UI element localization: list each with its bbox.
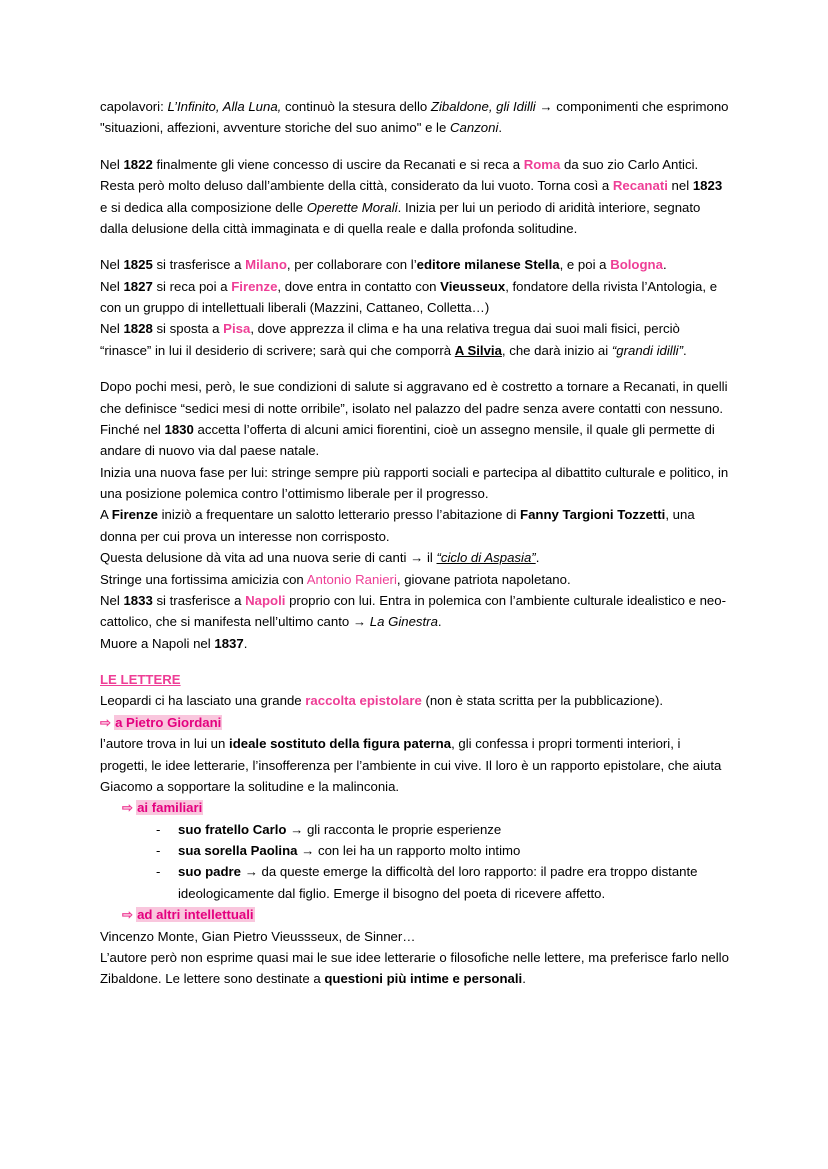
arrow-icon: ⇨	[100, 714, 112, 730]
paragraph-antonio-ranieri	[100, 569, 730, 590]
person-vieusseux: Vieusseux	[440, 278, 506, 294]
text-run: .	[522, 971, 526, 987]
text-run: , per collaborare con l’	[286, 257, 417, 273]
text-run-italic: Canzoni	[450, 120, 499, 136]
ciclo-di-aspasia: “ciclo di Aspasia”	[436, 550, 536, 566]
text-run: si trasferisce a	[152, 257, 246, 273]
text-run: proprio con lui. Entra in polemica con l’ambiente culturale idealistico e neo-cattolico, che si manifesta nell’ultimo canto →	[100, 592, 726, 630]
paragraph-1827-firenze	[100, 276, 730, 319]
text-run: , dove entra in contatto con	[277, 278, 441, 294]
place-roma: Roma	[523, 156, 561, 172]
work-operette-morali: Operette Morali	[306, 199, 398, 215]
familiari-sublist	[100, 819, 730, 905]
text-run: Nel	[100, 278, 124, 294]
list-item	[156, 819, 730, 840]
fratello-carlo: suo fratello Carlo	[178, 821, 287, 837]
sorella-paolina: sua sorella Paolina	[178, 843, 298, 858]
list-item-intellettuali-label	[100, 904, 730, 925]
text-run: e si dedica alla composizione delle	[100, 199, 307, 215]
text-run: , una donna per cui prova un interesse non corrisposto.	[100, 507, 695, 544]
text-run: A	[100, 507, 112, 523]
text-run: → gli racconta le proprie esperienze	[286, 821, 502, 837]
place-recanati: Recanati	[612, 178, 668, 194]
list-item-giordani-label	[100, 712, 730, 733]
place-firenze: Firenze	[231, 278, 278, 294]
section-intro	[100, 690, 730, 711]
text-run: Stringe una fortissima amicizia con	[100, 571, 307, 587]
year-1828: 1828	[123, 321, 153, 337]
label-a-pietro-giordani: a Pietro Giordani	[115, 714, 222, 730]
person-fanny-targioni-tozzetti: Fanny Targioni Tozzetti	[520, 507, 666, 523]
text-run: → da queste emerge la difficoltà del loro rapporto: il padre era troppo distante ideologicamente dal figlio. Emerge il bisogno del poeta di ricevere affetto.	[178, 864, 698, 901]
work-la-ginestra: La Ginestra	[369, 614, 438, 630]
text-run: Nel	[100, 156, 124, 172]
raccolta-epistolare: raccolta epistolare	[305, 693, 422, 709]
text-run: Inizia una nuova fase per lui: stringe sempre più rapporti sociali e partecipa al dibattito culturale e politico, in una posizione polemica contro l’ottimismo liberale per il progresso.	[100, 464, 729, 501]
document-body	[100, 96, 730, 990]
text-run: si trasferisce a	[152, 592, 246, 608]
text-run-italic: L’Infinito, Alla Luna,	[167, 99, 282, 114]
year-1830: 1830	[164, 421, 194, 437]
text-run: continuò la stesura dello	[281, 99, 431, 114]
text-run: Nel	[100, 321, 124, 337]
list-item	[156, 861, 730, 904]
text-run: l’autore trova in lui un	[100, 736, 230, 752]
grandi-idilli: “grandi idilli”	[611, 342, 683, 358]
paragraph-1828-pisa	[100, 318, 730, 361]
text-run: , e poi a	[559, 257, 611, 273]
year-1822: 1822	[123, 156, 153, 172]
label-ad-altri-intellettuali: ad altri intellettuali	[137, 907, 254, 923]
person-antonio-ranieri: Antonio Ranieri	[306, 571, 397, 587]
suo-padre: suo padre	[178, 864, 242, 880]
text-run: , che darà inizio ai	[501, 342, 612, 358]
place-pisa: Pisa	[223, 321, 251, 337]
text-run: (non è stata scritta per la pubblicazione).	[421, 693, 664, 709]
text-run: Nel	[100, 257, 124, 273]
text-run: accetta l’offerta di alcuni amici fiorentini, cioè un assegno mensile, il quale gli permette di andare di nuovo via dal paese natale.	[100, 421, 715, 459]
list-item-intellettuali-body	[100, 926, 730, 947]
year-1823: 1823	[692, 178, 723, 194]
text-run: .	[662, 257, 667, 273]
text-run: si sposta a	[152, 321, 224, 337]
paragraph-1822-roma	[100, 154, 730, 240]
text-run: .	[437, 614, 442, 630]
text-run: .	[682, 342, 687, 358]
arrow-icon: ⇨	[122, 907, 134, 923]
work-a-silvia: A Silvia	[454, 342, 502, 358]
text-run: , gli confessa i propri tormenti interiori, i progetti, le idee letterarie, l’insofferenza per l’ambiente in cui vive. Il loro è un rapporto epistolare, che aiuta Giacomo a sopportare la solitudine e la malinconia.	[100, 736, 722, 794]
paragraph-1833-napoli	[100, 590, 730, 633]
text-run: Vincenzo Monte, Gian Pietro Vieussseux, de Sinner…	[100, 928, 416, 944]
editore-milanese-stella: editore milanese Stella	[416, 257, 560, 273]
text-run: → con lei ha un rapporto molto intimo	[297, 843, 521, 858]
paragraph-capolavori	[100, 96, 730, 139]
paragraph-nuova-fase	[100, 462, 730, 505]
questioni-intime-personali: questioni più intime e personali	[324, 971, 523, 987]
text-run: si reca poi a	[152, 278, 232, 294]
place-bologna: Bologna	[610, 257, 663, 273]
year-1837: 1837	[214, 635, 244, 651]
paragraph-1825-milano	[100, 254, 730, 275]
text-run: → componimenti che esprimono "situazioni, affezioni, avventure storiche del suo animo" e le	[100, 99, 729, 136]
text-run: .	[498, 120, 503, 136]
paragraph-salute-1830	[100, 376, 730, 462]
place-napoli: Napoli	[245, 592, 286, 608]
arrow-icon: ⇨	[122, 800, 134, 816]
section-title-text: LE LETTERE	[100, 672, 181, 687]
paragraph-morte-1837	[100, 633, 730, 654]
paragraph-fanny-targioni	[100, 504, 730, 547]
text-run: capolavori:	[100, 99, 168, 114]
text-run: , dove apprezza il clima e ha una relativa tregua dai suoi mali fisici, perciò “rinasce” in lui il desiderio di scrivere; sarà qui che comporrà	[100, 321, 680, 358]
text-run: Leopardi ci ha lasciato una grande	[100, 693, 306, 709]
section-heading-le-lettere	[100, 669, 730, 690]
place-firenze-bold: Firenze	[111, 507, 158, 523]
text-run: da suo zio Carlo Antici. Resta però molto deluso dall’ambiente della città, considerato da lui vuoto. Torna così a	[100, 156, 699, 194]
text-run: .	[243, 635, 248, 651]
label-ai-familiari: ai familiari	[137, 800, 203, 816]
text-run: , fondatore della rivista l’Antologia, e con un gruppo di intellettuali liberali (Mazzini, Cattaneo, Colletta…)	[100, 278, 718, 315]
paragraph-ciclo-aspasia	[100, 547, 730, 568]
text-run: Nel	[100, 592, 124, 608]
text-run: iniziò a frequentare un salotto letterario presso l’abitazione di	[157, 507, 521, 523]
text-run: nel	[667, 178, 693, 194]
section-closing	[100, 947, 730, 990]
text-run: Muore a Napoli nel	[100, 635, 215, 651]
place-milano: Milano	[245, 257, 287, 273]
list-item	[156, 840, 730, 861]
text-run-italic: Zibaldone, gli Idilli	[430, 99, 536, 114]
year-1825: 1825	[123, 257, 153, 273]
text-run: Questa delusione dà vita ad una nuova serie di canti → il	[100, 550, 437, 566]
text-run: L’autore però non esprime quasi mai le sue idee letterarie o filosofiche nelle lettere, ma preferisce farlo nello Zibaldone. Le lettere sono destinate a	[100, 949, 729, 987]
text-run: , giovane patriota napoletano.	[396, 571, 571, 587]
text-run: finalmente gli viene concesso di uscire da Recanati e si reca a	[152, 156, 524, 172]
text-run: .	[535, 550, 540, 566]
text-run: . Inizia per lui un periodo di aridità interiore, segnato dalla delusione della città immaginata e di quella reale e dalla profonda solitudine.	[100, 199, 701, 236]
text-run: Dopo pochi mesi, però, le sue condizioni di salute si aggravano ed è costretto a tornare a Recanati, in quelli che definisce “sedici mesi di notte orribile”, isolato nel palazzo del padre senza avere contatti con nessuno. Finché nel	[100, 379, 728, 437]
list-item-familiari-label	[100, 797, 730, 818]
year-1833: 1833	[123, 592, 153, 608]
year-1827: 1827	[123, 278, 153, 294]
ideale-sostituto-figura-paterna: ideale sostituto della figura paterna	[229, 736, 452, 752]
list-item-giordani-body	[100, 733, 730, 797]
